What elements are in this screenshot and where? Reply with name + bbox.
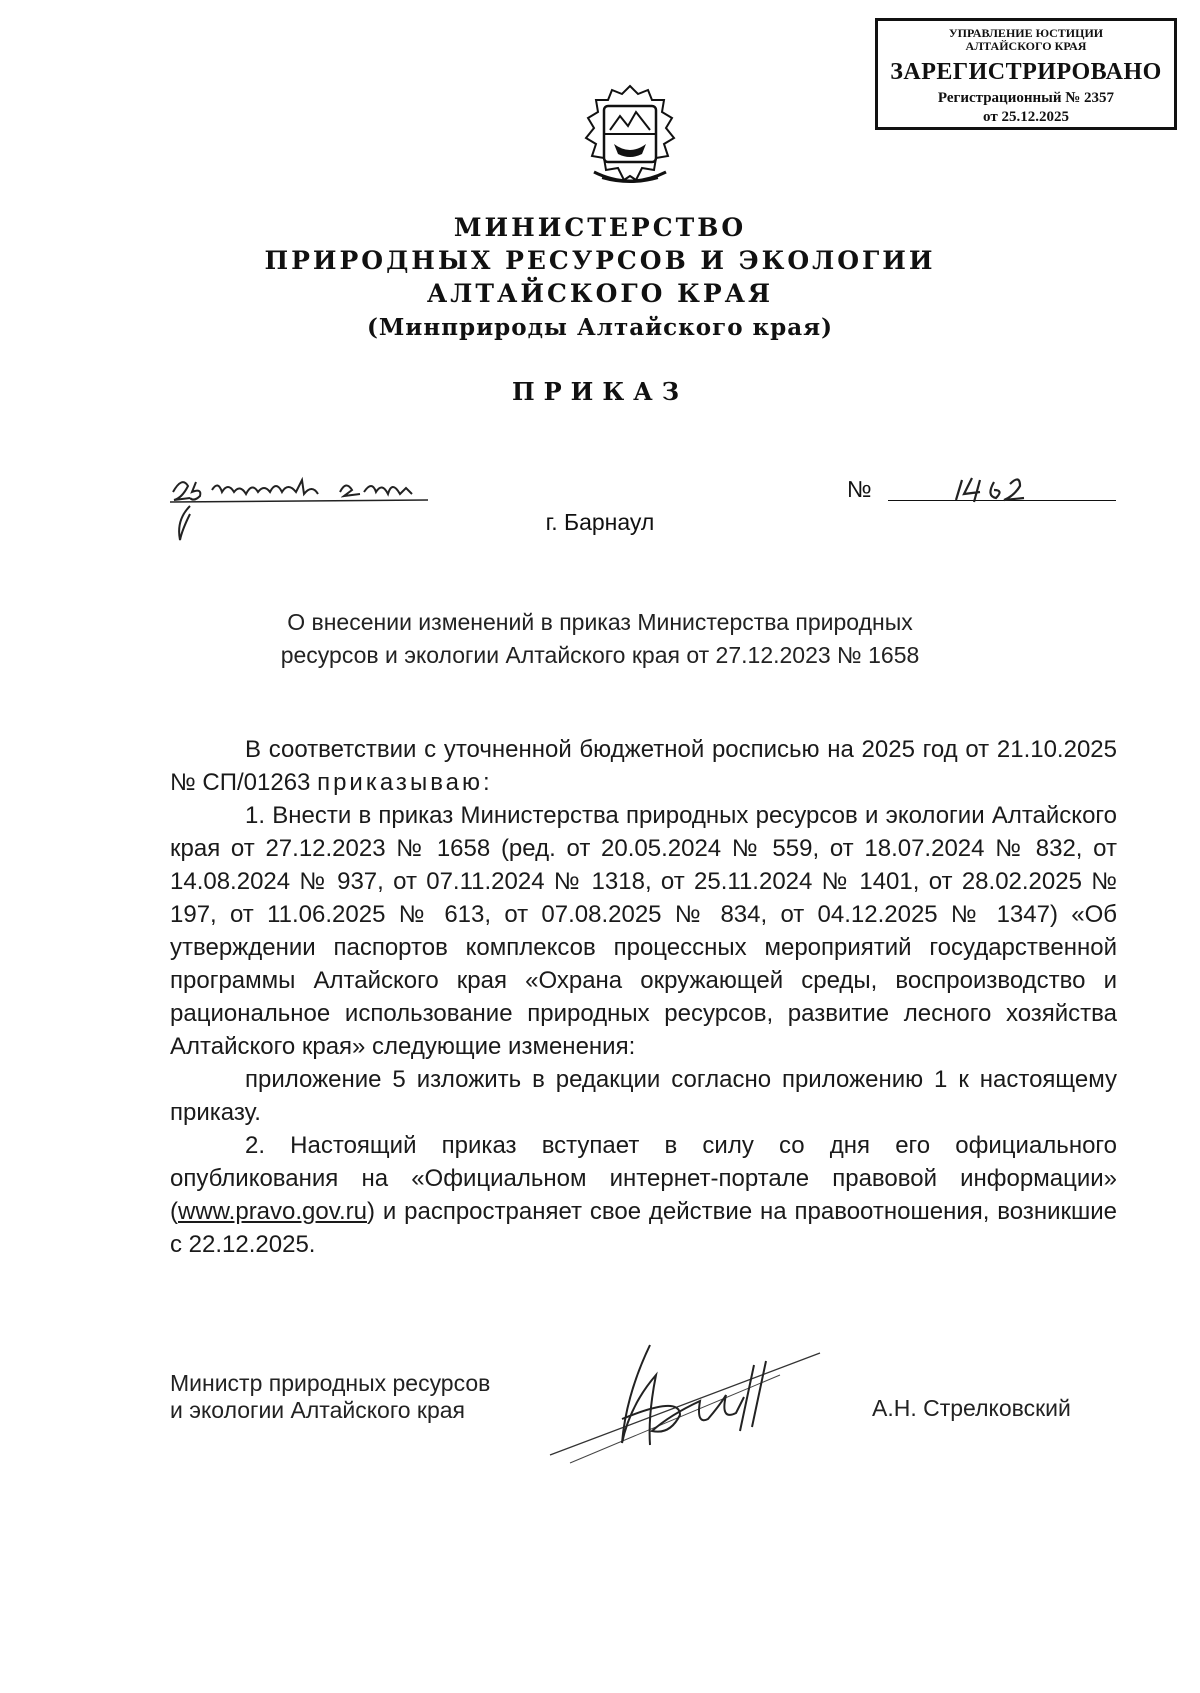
stamp-org-line2: АЛТАЙСКОГО КРАЯ — [965, 39, 1087, 53]
ministry-title-line2: ПРИРОДНЫХ РЕСУРСОВ И ЭКОЛОГИИ — [264, 246, 936, 275]
item-2-text-end: ) и распространяет свое действие на правоотношения, возникшие с 22.12.2025. — [170, 1198, 1117, 1258]
order-action-word: приказываю: — [317, 769, 493, 796]
city: г. Барнаул — [545, 509, 655, 535]
subject-line1: О внесении изменений в приказ Министерства природных — [287, 609, 913, 635]
stamp-reg-number: Регистрационный № 2357 — [937, 90, 1115, 106]
order-number-sign: № — [847, 476, 872, 502]
registration-stamp — [875, 18, 1177, 130]
signatory-title — [170, 1370, 490, 1424]
intro-paragraph — [170, 733, 1117, 799]
ministry-title-line3: АЛТАЙСКОГО КРАЯ — [426, 279, 774, 308]
signatory-title-line2: и экологии Алтайского края — [170, 1397, 465, 1423]
item-1: 1. Внести в приказ Министерства природных ресурсов и экологии Алтайского края от 27.12.2023 № 1658 (ред. от 20.05.2024 № 559, от 18.07.2024 № 832, от 14.08.2024 № 937, от 07.11.2024 № 1318, от 25.11.2024 № 1401, от 28.02.2025 № 197, от 11.06.2025 № 613, от 07.08.2025 № 834, от 04.12.2025 № 1347) «Об утверждении паспортов комплексов процессных мероприятий государственной программы Алтайского края «Охрана окружающей среды, воспроизводство и рациональное использование природных ресурсов, развитие лесного хозяйства Алтайского края» следующие изменения: — [170, 802, 1117, 1060]
stamp-organization — [878, 27, 1174, 53]
stamp-status: ЗАРЕГИСТРИРОВАНО — [890, 59, 1162, 85]
pravo-link[interactable]: www.pravo.gov.ru — [178, 1198, 367, 1225]
ministry-short-name: (Минприроды Алтайского края) — [366, 314, 834, 341]
order-body — [170, 733, 1117, 1261]
handwritten-signature — [530, 1335, 830, 1475]
signatory-name: А.Н. Стрелковский — [872, 1395, 1071, 1421]
subject-line2: ресурсов и экологии Алтайского края от 27.12.2023 № 1658 — [280, 642, 920, 668]
item-2-text-start: 2. Настоящий приказ вступает в силу со дня его официального опубликования на «Официальном интернет-портале правовой информации» ( — [170, 1132, 1117, 1225]
item-1-subitem: приложение 5 изложить в редакции согласно приложению 1 к настоящему приказу. — [170, 1066, 1117, 1126]
document-type: ПРИКАЗ — [511, 377, 689, 406]
handwritten-order-number — [950, 470, 1050, 506]
signatory-title-line1: Министр природных ресурсов — [170, 1370, 491, 1396]
intro-text: В соответствии с уточненной бюджетной росписью на 2025 год от 21.10.2025 № СП/01263 — [170, 736, 1117, 796]
stamp-org-line1: УПРАВЛЕНИЕ ЮСТИЦИИ — [948, 26, 1104, 40]
coat-of-arms-icon — [580, 82, 680, 190]
stamp-reg-date: от 25.12.2025 — [983, 109, 1069, 125]
item-2 — [170, 1129, 1117, 1261]
ministry-title-line1: МИНИСТЕРСТВО — [453, 213, 747, 242]
order-subject — [0, 606, 1200, 672]
